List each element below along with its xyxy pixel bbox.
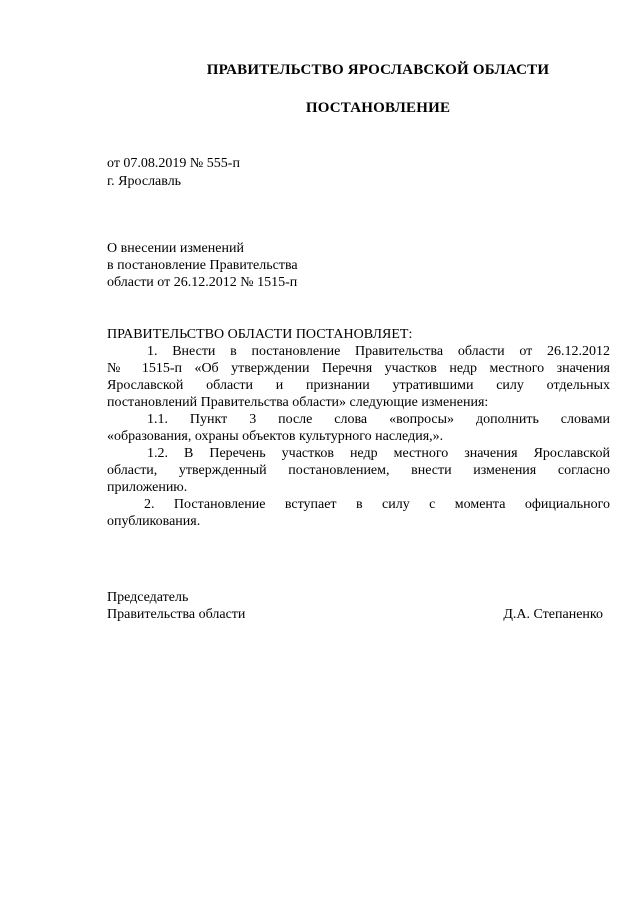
paragraph-1-2 xyxy=(107,445,610,496)
paragraph-line: области, утвержденный постановлением, внести изменения согласно xyxy=(107,463,610,478)
paragraph-line: 1.2. В Перечень участков недр местного значения Ярославской xyxy=(147,446,610,461)
paragraph-line: «образования, охраны объектов культурного наследия,». xyxy=(107,429,444,444)
paragraph-line: Ярославской области и признании утратившими силу отдельных xyxy=(107,378,610,393)
subject-line: О внесении изменений xyxy=(107,241,244,256)
signatory-name: Д.А. Степаненко xyxy=(503,607,603,622)
preamble: ПРАВИТЕЛЬСТВО ОБЛАСТИ ПОСТАНОВЛЯЕТ: xyxy=(107,327,413,342)
document-type: ПОСТАНОВЛЕНИЕ xyxy=(305,100,451,116)
paragraph-line: постановлений Правительства области» следующие изменения: xyxy=(107,395,489,410)
paragraph-line: опубликования. xyxy=(107,514,201,529)
city: г. Ярославль xyxy=(107,174,182,189)
position-line: Председатель xyxy=(107,590,189,605)
paragraph-1 xyxy=(107,343,610,411)
subject-line: области от 26.12.2012 № 1515-п xyxy=(107,275,298,290)
paragraph-line: № 1515-п «Об утверждении Перечня участков недр местного значения xyxy=(107,361,610,376)
paragraph-line: 2. Постановление вступает в силу с момента официального xyxy=(144,497,610,512)
paragraph-1-1 xyxy=(107,411,610,445)
subject-line: в постановление Правительства xyxy=(107,258,298,273)
paragraph-line: 1.1. Пункт 3 после слова «вопросы» дополнить словами xyxy=(147,412,610,427)
position-line: Правительства области xyxy=(107,607,246,622)
paragraph-line: 1. Внести в постановление Правительства области от 26.12.2012 xyxy=(147,344,610,359)
date-number: от 07.08.2019 № 555-п xyxy=(107,156,240,171)
paragraph-line: приложению. xyxy=(107,480,188,495)
org-title: ПРАВИТЕЛЬСТВО ЯРОСЛАВСКОЙ ОБЛАСТИ xyxy=(206,62,550,78)
signatory-position xyxy=(107,589,245,623)
paragraph-2 xyxy=(107,496,610,530)
